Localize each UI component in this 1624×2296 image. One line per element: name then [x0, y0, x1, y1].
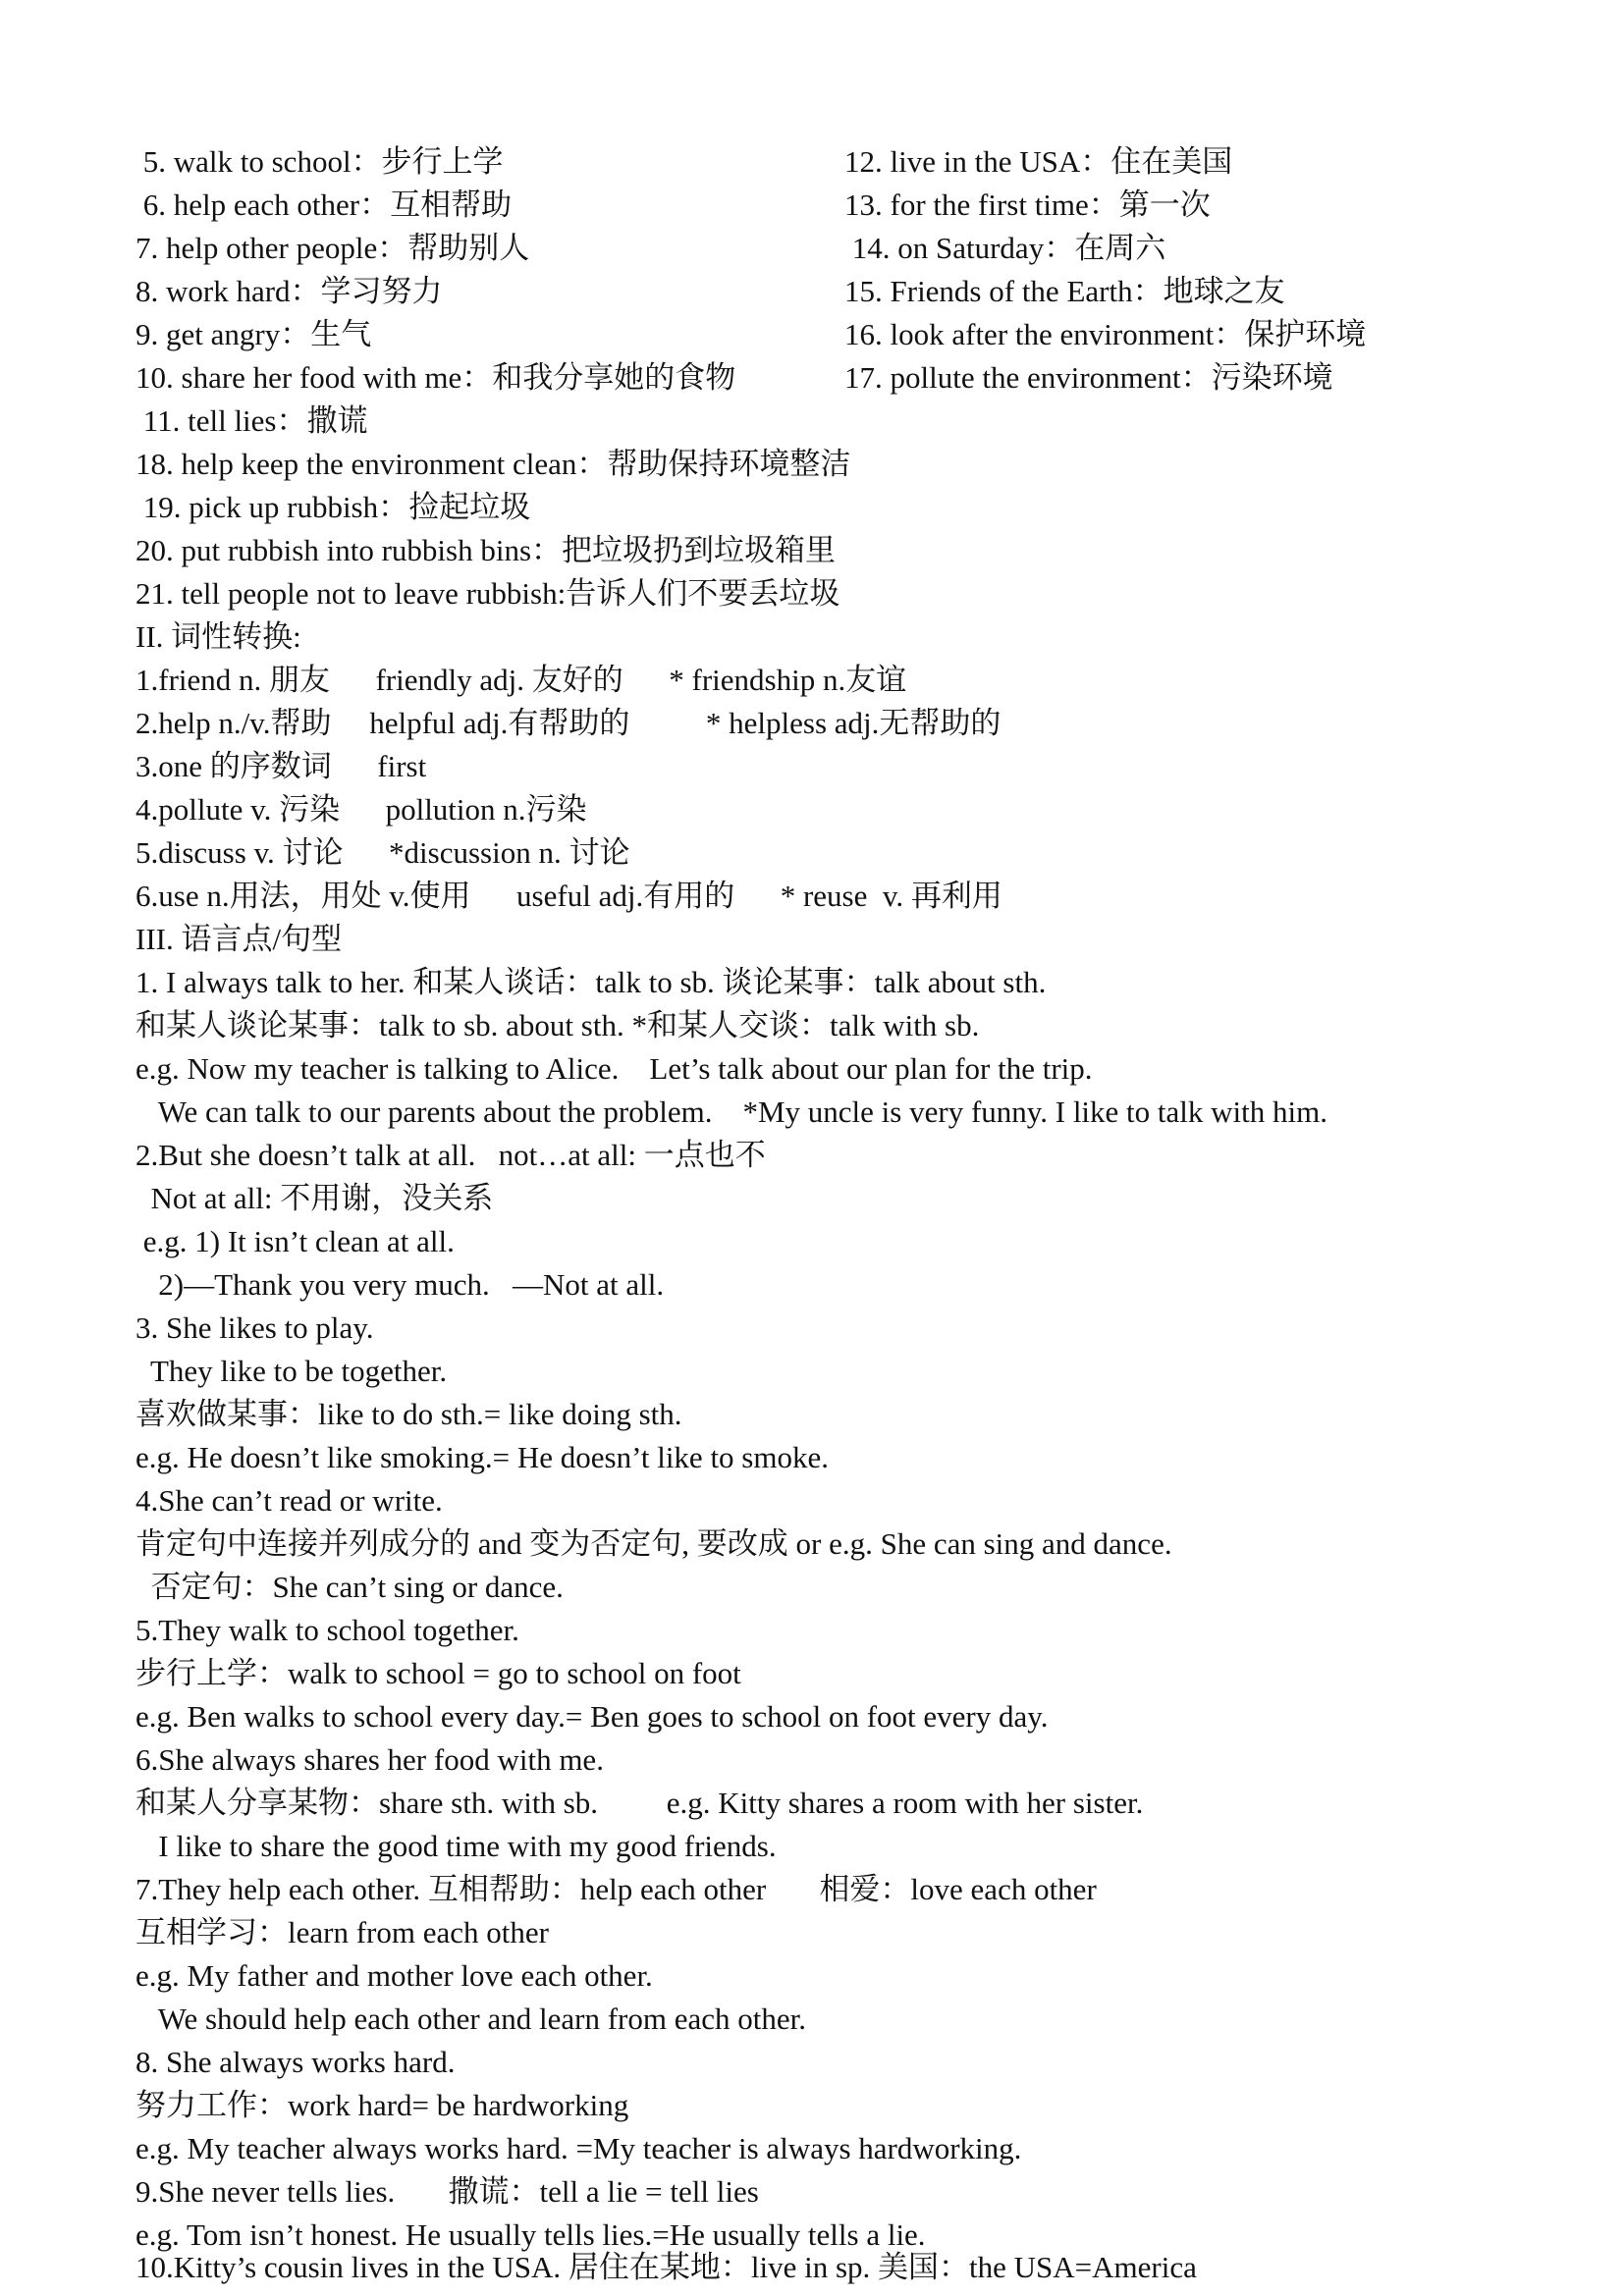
text-line: 肯定句中连接并列成分的 and 变为否定句, 要改成 or e.g. She can sing and dance. [135, 1526, 1172, 1561]
text-line: 努力工作：work hard= be hardworking [135, 2088, 629, 2122]
text-line: 互相学习：learn from each other [135, 1915, 549, 1949]
phrase-left: 7. help other people：帮助别人 [135, 231, 530, 265]
phrase-left: 6. help each other：互相帮助 [135, 187, 513, 222]
phrase-right: 17. pollute the environment：污染环境 [844, 360, 1333, 395]
text-line: 10.Kitty’s cousin lives in the USA. 居住在某地：live in sp. 美国：the USA=America [135, 2250, 1197, 2284]
text-line: 8. She always works hard. [135, 2045, 456, 2079]
text-line: They like to be together. [135, 1354, 448, 1388]
example-line: e.g. My father and mother love each other. [135, 1958, 653, 1993]
phrase-right: 14. on Saturday：在周六 [844, 231, 1166, 265]
example-line: 2)—Thank you very much. —Not at all. [135, 1267, 665, 1302]
phrase-11: 11. tell lies：撒谎 [135, 403, 368, 438]
text-line: 2.But she doesn’t talk at all. not…at all: 一点也不 [135, 1138, 766, 1172]
example-line: e.g. Ben walks to school every day.= Ben goes to school on foot every day. [135, 1699, 1049, 1734]
text-line: 3. She likes to play. [135, 1310, 374, 1345]
phrase-18: 18. help keep the environment clean：帮助保持环境整洁 [135, 447, 851, 481]
text-line: 7.They help each other. 互相帮助：help each other 相爱：love each other [135, 1872, 1097, 1906]
phrase-20: 20. put rubbish into rubbish bins：把垃圾扔到垃圾箱里 [135, 533, 837, 567]
example-line: e.g. Now my teacher is talking to Alice. Let’s talk about our plan for the trip. [135, 1051, 1093, 1086]
phrase-left: 9. get angry：生气 [135, 317, 372, 351]
phrase-left: 10. share her food with me：和我分享她的食物 [135, 360, 736, 395]
word-form-6: 6.use n.用法，用处 v.使用 useful adj.有用的 * reuse v. 再利用 [135, 879, 1002, 913]
text-line: 和某人谈论某事：talk to sb. about sth. *和某人交谈：talk with sb. [135, 1008, 980, 1042]
phrase-right: 15. Friends of the Earth：地球之友 [844, 274, 1285, 308]
word-form-2: 2.help n./v.帮助 helpful adj.有帮助的 * helpless adj.无帮助的 [135, 706, 1001, 740]
text-line: 否定句：She can’t sing or dance. [135, 1570, 564, 1604]
section-heading-language-points: III. 语言点/句型 [135, 922, 343, 956]
section-heading-word-forms: II. 词性转换: [135, 619, 301, 654]
text-line: 步行上学：walk to school = go to school on foot [135, 1656, 741, 1690]
phrase-right: 12. live in the USA：住在美国 [844, 144, 1233, 179]
example-line: We should help each other and learn from each other. [135, 2002, 806, 2036]
text-line: 1. I always talk to her. 和某人谈话：talk to sb. 谈论某事：talk about sth. [135, 965, 1047, 999]
phrase-right: 13. for the first time：第一次 [844, 187, 1211, 222]
example-line: I like to share the good time with my good friends. [135, 1829, 777, 1863]
word-form-5: 5.discuss v. 讨论 *discussion n. 讨论 [135, 835, 630, 870]
word-form-1: 1.friend n. 朋友 friendly adj. 友好的 * friendship n.友谊 [135, 663, 907, 697]
text-line: 5.They walk to school together. [135, 1613, 519, 1647]
example-line: e.g. 1) It isn’t clean at all. [135, 1224, 455, 1258]
text-line: 4.She can’t read or write. [135, 1483, 443, 1518]
example-line: e.g. He doesn’t like smoking.= He doesn’t like to smoke. [135, 1440, 829, 1474]
phrase-19: 19. pick up rubbish：捡起垃圾 [135, 490, 531, 524]
text-line: 9.She never tells lies. 撒谎：tell a lie = tell lies [135, 2174, 759, 2209]
example-line: e.g. My teacher always works hard. =My teacher is always hardworking. [135, 2131, 1022, 2165]
example-line: We can talk to our parents about the problem. *My uncle is very funny. I like to talk with him. [135, 1095, 1327, 1129]
text-line: 6.She always shares her food with me. [135, 1742, 604, 1777]
text-line: 和某人分享某物：share sth. with sb. e.g. Kitty shares a room with her sister. [135, 1786, 1144, 1820]
phrase-left: 8. work hard：学习努力 [135, 274, 443, 308]
phrase-21: 21. tell people not to leave rubbish:告诉人们不要丢垃圾 [135, 576, 840, 611]
phrase-left: 5. walk to school：步行上学 [135, 144, 504, 179]
word-form-4: 4.pollute v. 污染 pollution n.污染 [135, 792, 587, 827]
example-line: e.g. Tom isn’t honest. He usually tells lies.=He usually tells a lie. [135, 2217, 926, 2252]
word-form-3: 3.one 的序数词 first [135, 749, 427, 783]
text-line: Not at all: 不用谢，没关系 [135, 1181, 494, 1215]
phrase-right: 16. look after the environment：保护环境 [844, 317, 1367, 351]
text-line: 喜欢做某事：like to do sth.= like doing sth. [135, 1397, 682, 1431]
